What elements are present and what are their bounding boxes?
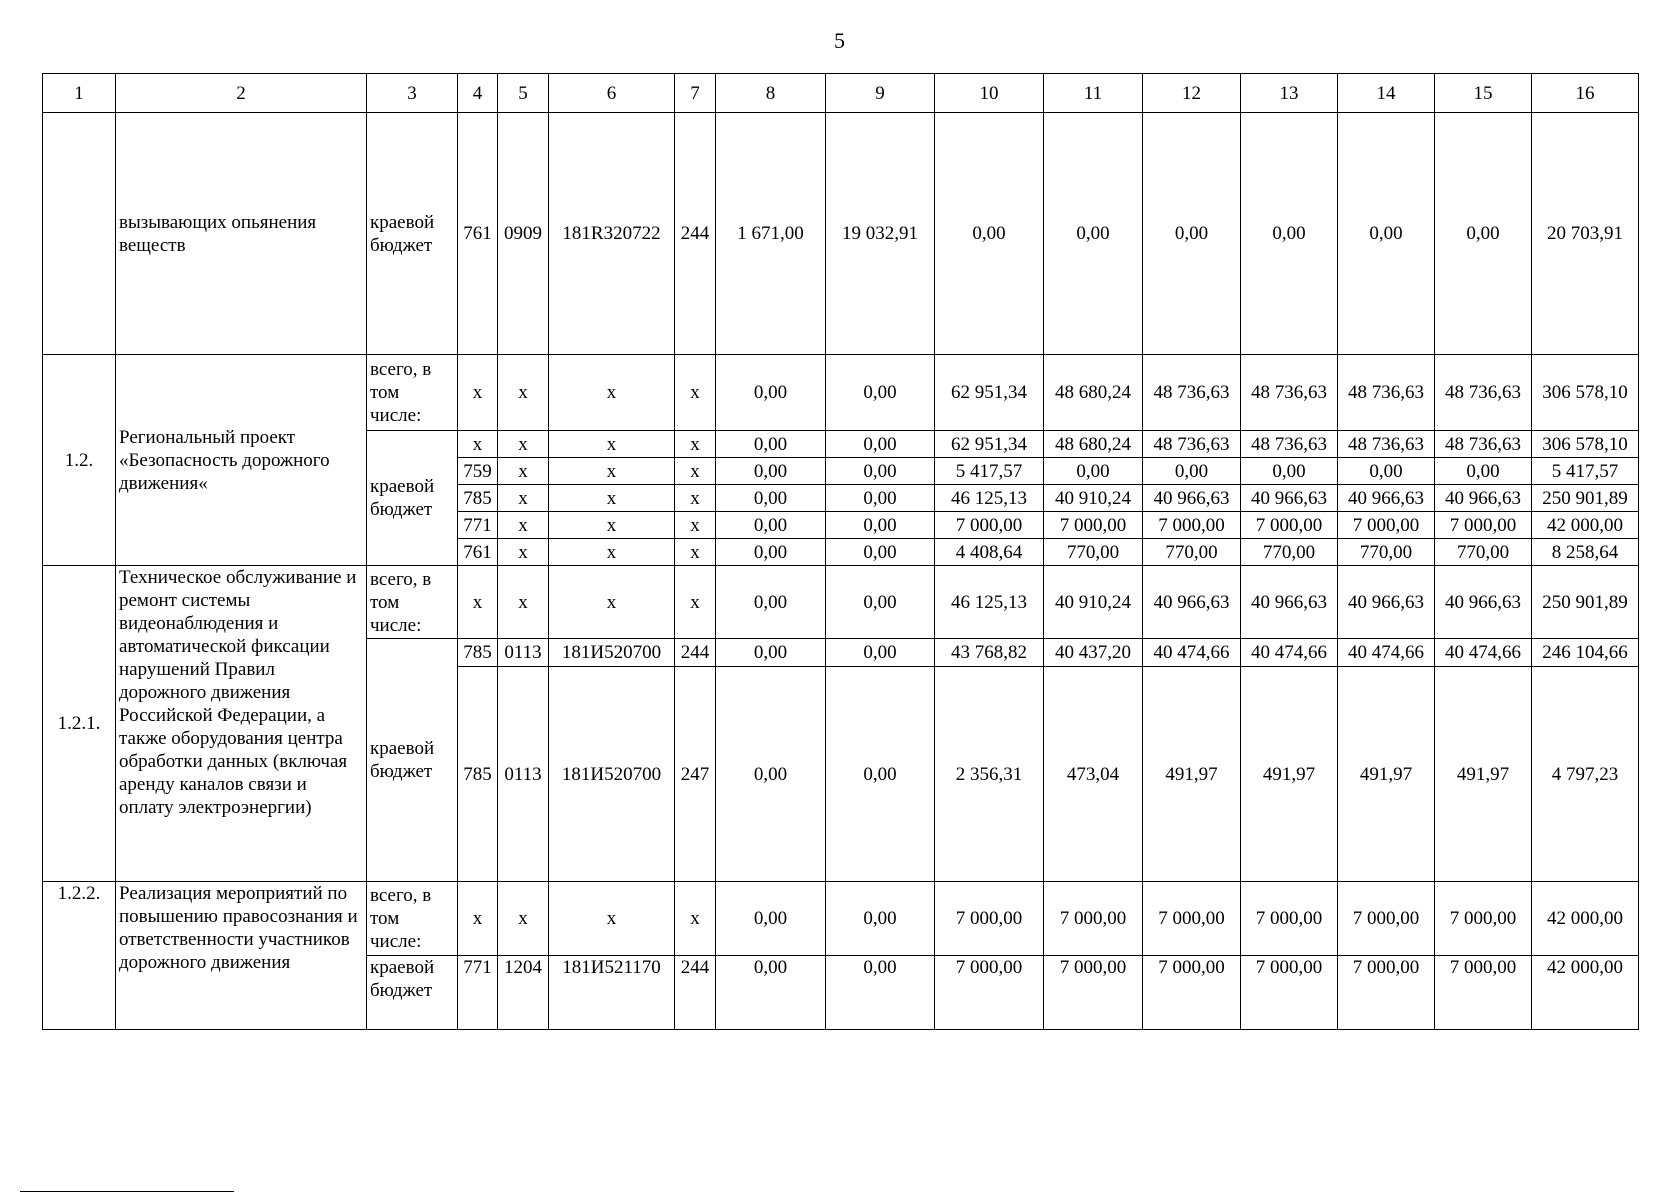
table-cell: 48 736,63: [1143, 355, 1241, 431]
table-cell: 761: [458, 539, 498, 566]
table-body: [43, 74, 1639, 1030]
table-cell: 491,97: [1435, 667, 1532, 882]
table-cell: 7 000,00: [1241, 956, 1338, 1030]
table-cell: 0,00: [1241, 113, 1338, 355]
table-cell: 0,00: [1044, 458, 1143, 485]
table-cell: 0,00: [716, 639, 826, 667]
table-cell: 250 901,89: [1532, 485, 1639, 512]
table-cell: 770,00: [1435, 539, 1532, 566]
table-cell: 7 000,00: [1338, 882, 1435, 956]
table-cell: 0,00: [826, 639, 935, 667]
table-cell: 244: [675, 639, 716, 667]
table-cell: х: [549, 458, 675, 485]
table-cell: х: [675, 458, 716, 485]
table-cell: 48 680,24: [1044, 431, 1143, 458]
table-cell: 48 736,63: [1241, 355, 1338, 431]
table-cell: 7 000,00: [1338, 512, 1435, 539]
item-number: 1.2.1.: [43, 566, 116, 882]
table-cell: 7 000,00: [1435, 882, 1532, 956]
funding-source: краевой бюджет: [367, 956, 458, 1030]
table-cell: х: [498, 355, 549, 431]
table-cell: 306 578,10: [1532, 355, 1639, 431]
table-cell: 0,00: [716, 956, 826, 1030]
table-cell: 0113: [498, 667, 549, 882]
table-cell: 7 000,00: [1435, 512, 1532, 539]
table-cell: 0,00: [716, 458, 826, 485]
table-cell: 7 000,00: [935, 512, 1044, 539]
column-header: 10: [935, 74, 1044, 113]
table-cell: х: [458, 566, 498, 639]
column-header: 14: [1338, 74, 1435, 113]
table-cell: х: [498, 566, 549, 639]
table-cell: 0,00: [716, 566, 826, 639]
table-cell: 247: [675, 667, 716, 882]
table-cell: 1204: [498, 956, 549, 1030]
table-cell: 48 736,63: [1241, 431, 1338, 458]
item-name: Региональный проект «Безопасность дорожного движения«: [116, 355, 367, 566]
table-cell: 62 951,34: [935, 431, 1044, 458]
table-cell: 0,00: [826, 355, 935, 431]
table-cell: 46 125,13: [935, 485, 1044, 512]
table-cell: 0,00: [1044, 113, 1143, 355]
table-cell: 40 474,66: [1241, 639, 1338, 667]
table-cell: 48 736,63: [1435, 431, 1532, 458]
table-cell: 2 356,31: [935, 667, 1044, 882]
column-header: 13: [1241, 74, 1338, 113]
table-cell: 48 736,63: [1435, 355, 1532, 431]
table-cell: 759: [458, 458, 498, 485]
table-cell: 42 000,00: [1532, 956, 1639, 1030]
table-cell: 40 474,66: [1338, 639, 1435, 667]
table-cell: 0,00: [716, 512, 826, 539]
table-cell: х: [549, 566, 675, 639]
column-header: 3: [367, 74, 458, 113]
table-row: [43, 882, 1639, 956]
table-cell: 7 000,00: [1044, 956, 1143, 1030]
table-cell: 8 258,64: [1532, 539, 1639, 566]
table-cell: 40 966,63: [1143, 566, 1241, 639]
table-cell: 40 474,66: [1435, 639, 1532, 667]
table-cell: 0,00: [1435, 458, 1532, 485]
table-cell: х: [498, 882, 549, 956]
table-cell: 40 966,63: [1338, 566, 1435, 639]
column-header: 12: [1143, 74, 1241, 113]
table-cell: х: [549, 355, 675, 431]
table-cell: х: [549, 485, 675, 512]
column-header: 9: [826, 74, 935, 113]
table-row: [43, 74, 1639, 113]
table-cell: 0,00: [826, 956, 935, 1030]
table-cell: х: [675, 355, 716, 431]
table-cell: 244: [675, 956, 716, 1030]
empty-number-cell: [43, 113, 116, 355]
funding-source: краевой бюджет: [367, 639, 458, 882]
table-cell: 4 408,64: [935, 539, 1044, 566]
table-cell: 250 901,89: [1532, 566, 1639, 639]
funding-source: всего, в том числе:: [367, 566, 458, 639]
table-cell: 244: [675, 113, 716, 355]
table-cell: 181И520700: [549, 667, 675, 882]
table-cell: х: [498, 539, 549, 566]
table-cell: х: [549, 539, 675, 566]
page-number: 5: [834, 28, 845, 53]
table-cell: х: [458, 431, 498, 458]
table-cell: 43 768,82: [935, 639, 1044, 667]
table-cell: 4 797,23: [1532, 667, 1639, 882]
table-cell: х: [498, 458, 549, 485]
funding-source: всего, в том числе:: [367, 882, 458, 956]
table-cell: 0,00: [826, 431, 935, 458]
table-cell: 40 966,63: [1338, 485, 1435, 512]
table-cell: 0,00: [826, 566, 935, 639]
table-cell: 1 671,00: [716, 113, 826, 355]
table-row: [43, 355, 1639, 431]
item-number: 1.2.: [43, 355, 116, 566]
table-cell: 770,00: [1044, 539, 1143, 566]
column-header: 15: [1435, 74, 1532, 113]
table-cell: 0,00: [716, 431, 826, 458]
table-cell: 771: [458, 956, 498, 1030]
table-cell: х: [549, 431, 675, 458]
table-cell: 48 736,63: [1338, 431, 1435, 458]
table-cell: 40 474,66: [1143, 639, 1241, 667]
table-cell: х: [498, 431, 549, 458]
table-cell: 48 736,63: [1143, 431, 1241, 458]
table-cell: 0,00: [1338, 458, 1435, 485]
table-cell: х: [549, 882, 675, 956]
table-cell: х: [458, 882, 498, 956]
table-cell: 46 125,13: [935, 566, 1044, 639]
table-cell: 7 000,00: [1338, 956, 1435, 1030]
table-row: [43, 566, 1639, 639]
funding-source: всего, в том числе:: [367, 355, 458, 431]
table-cell: 7 000,00: [1143, 956, 1241, 1030]
table-cell: 42 000,00: [1532, 512, 1639, 539]
table-cell: 770,00: [1143, 539, 1241, 566]
table-cell: 48 680,24: [1044, 355, 1143, 431]
table-cell: 0,00: [1338, 113, 1435, 355]
table-cell: х: [675, 431, 716, 458]
table-cell: 181R320722: [549, 113, 675, 355]
table-cell: 306 578,10: [1532, 431, 1639, 458]
table-cell: х: [675, 882, 716, 956]
table-cell: 181И521170: [549, 956, 675, 1030]
table-cell: 40 910,24: [1044, 485, 1143, 512]
table-cell: 40 966,63: [1435, 566, 1532, 639]
table-cell: 0,00: [826, 485, 935, 512]
table-cell: 0,00: [716, 539, 826, 566]
table-cell: х: [675, 539, 716, 566]
column-header: 5: [498, 74, 549, 113]
table-cell: х: [675, 512, 716, 539]
budget-table: [42, 73, 1639, 1030]
table-cell: 770,00: [1241, 539, 1338, 566]
table-cell: 7 000,00: [1143, 512, 1241, 539]
table-cell: 785: [458, 639, 498, 667]
item-name: Техническое обслуживание и ремонт системы видеонаблюдения и автоматической фиксации нарушений Правил дорожного движения Российской Федерации, а также оборудования центра обработки данных (включая аренду каналов связи и оплату электроэнергии): [116, 566, 367, 882]
table-cell: 7 000,00: [1044, 512, 1143, 539]
table-cell: 0,00: [1143, 113, 1241, 355]
table-cell: 62 951,34: [935, 355, 1044, 431]
table-cell: 785: [458, 667, 498, 882]
table-cell: 0909: [498, 113, 549, 355]
column-header: 11: [1044, 74, 1143, 113]
table-cell: 491,97: [1143, 667, 1241, 882]
table-cell: 473,04: [1044, 667, 1143, 882]
table-row: [43, 113, 1639, 355]
table-cell: 40 910,24: [1044, 566, 1143, 639]
table-cell: х: [549, 512, 675, 539]
table-cell: 0,00: [826, 539, 935, 566]
table-cell: 48 736,63: [1338, 355, 1435, 431]
table-cell: 0,00: [716, 355, 826, 431]
funding-source: краевой бюджет: [367, 113, 458, 355]
table-cell: 0113: [498, 639, 549, 667]
table-cell: 0,00: [826, 882, 935, 956]
table-cell: 7 000,00: [1241, 512, 1338, 539]
table-cell: х: [675, 485, 716, 512]
table-cell: х: [498, 485, 549, 512]
table-cell: 0,00: [716, 485, 826, 512]
table-cell: 40 966,63: [1143, 485, 1241, 512]
table-cell: 19 032,91: [826, 113, 935, 355]
table-cell: 0,00: [1143, 458, 1241, 485]
column-header: 4: [458, 74, 498, 113]
table-cell: 0,00: [826, 512, 935, 539]
table-cell: 491,97: [1241, 667, 1338, 882]
table-cell: 761: [458, 113, 498, 355]
table-cell: 7 000,00: [1044, 882, 1143, 956]
item-name: вызывающих опьянения веществ: [116, 113, 367, 355]
table-cell: 0,00: [1241, 458, 1338, 485]
table-cell: 42 000,00: [1532, 882, 1639, 956]
table-cell: 7 000,00: [935, 882, 1044, 956]
table-cell: 7 000,00: [1435, 956, 1532, 1030]
column-header: 7: [675, 74, 716, 113]
table-cell: 7 000,00: [1143, 882, 1241, 956]
table-cell: 0,00: [935, 113, 1044, 355]
column-header: 2: [116, 74, 367, 113]
column-header: 6: [549, 74, 675, 113]
table-cell: х: [675, 566, 716, 639]
table-cell: 0,00: [716, 882, 826, 956]
table-cell: 0,00: [716, 667, 826, 882]
table-cell: 785: [458, 485, 498, 512]
table-cell: 0,00: [826, 458, 935, 485]
table-cell: 181И520700: [549, 639, 675, 667]
table-cell: х: [458, 355, 498, 431]
column-header: 1: [43, 74, 116, 113]
footnote-rule: [20, 1191, 234, 1192]
column-header: 8: [716, 74, 826, 113]
column-header: 16: [1532, 74, 1639, 113]
table-cell: 40 966,63: [1241, 566, 1338, 639]
table-cell: 40 966,63: [1435, 485, 1532, 512]
table-cell: 246 104,66: [1532, 639, 1639, 667]
item-name: Реализация мероприятий по повышению правосознания и ответственности участников дорожного движения: [116, 882, 367, 1030]
funding-source: краевой бюджет: [367, 431, 458, 566]
table-cell: 40 437,20: [1044, 639, 1143, 667]
table-cell: 5 417,57: [935, 458, 1044, 485]
table-cell: 0,00: [826, 667, 935, 882]
item-number: 1.2.2.: [43, 882, 116, 1030]
table-cell: 0,00: [1435, 113, 1532, 355]
table-cell: 771: [458, 512, 498, 539]
table-cell: 20 703,91: [1532, 113, 1639, 355]
table-cell: х: [498, 512, 549, 539]
table-cell: 5 417,57: [1532, 458, 1639, 485]
table-cell: 491,97: [1338, 667, 1435, 882]
table-cell: 40 966,63: [1241, 485, 1338, 512]
table-cell: 770,00: [1338, 539, 1435, 566]
table-cell: 7 000,00: [1241, 882, 1338, 956]
table-cell: 7 000,00: [935, 956, 1044, 1030]
